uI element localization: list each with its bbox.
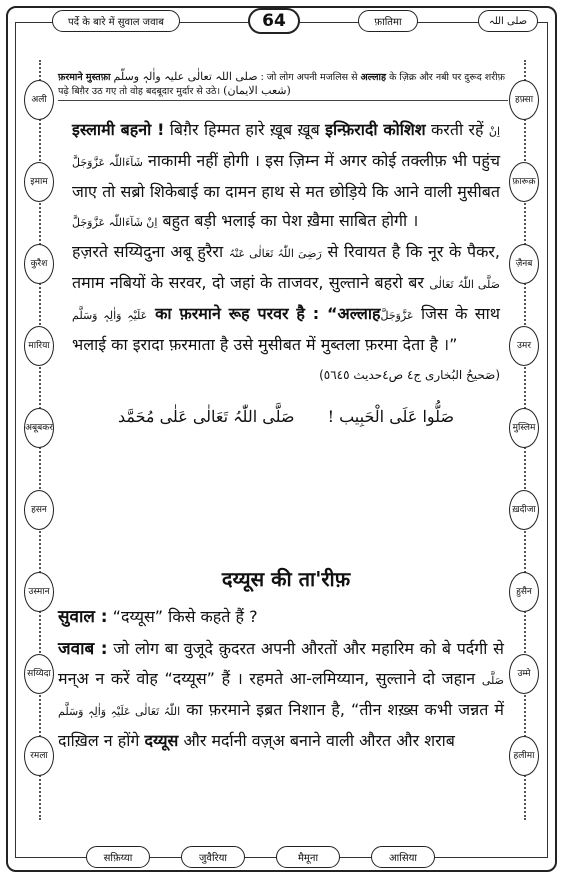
side-medallion: ख़दीजा: [509, 490, 539, 530]
footer-cartouche: आसिया: [371, 846, 435, 868]
p1-text-3: नाकामी नहीं होगी । इस ज़िम्न में अगर कोई तक्लीफ़ भी पहुंच जाए तो सब्रो शिकेबाई का दामन हाथ से मत छोड़िये कि आने वाली मुसीबत: [72, 151, 500, 201]
side-medallion: फ़ारूक़: [509, 162, 539, 202]
side-medallion: अबूबकर: [24, 408, 54, 448]
side-medallion: इमाम: [24, 162, 54, 202]
question-label: सुवाल :: [58, 607, 108, 627]
side-medallion: उस्मान: [24, 572, 54, 612]
p2-text-2: से रिवायत है कि नूर के पैकर, तमाम नबियों के सरवर, दो जहां के ताजवर, सुल्ताने बहरो बर: [72, 242, 500, 292]
main-text: [72, 115, 500, 441]
notice-text-2: के ज़िक्र और नबी पर दुरूद शरीफ़ पढ़े बिग़ैर उठ गए तो वोह बदबूदार मुर्दार से उठे।: [58, 72, 505, 97]
p2-text-1: हज़रते सय्यिदुना अबू हुरैरा: [72, 242, 229, 261]
p1-text-4: बहुत बड़ी भलाई का पेश ख़ैमा साबित होगी ।: [157, 211, 419, 230]
notice-allah: अल्लाह: [360, 72, 387, 83]
p2-bold-1: “अल्लाह: [327, 304, 381, 323]
salawat-line: [72, 402, 500, 431]
p2-arabic-3: عَزَّوَجَلَّ: [380, 309, 414, 322]
notice-label: फ़रमाने मुस्तफ़ा: [58, 72, 111, 83]
header-corner-calligraphy: صلی اللہ: [478, 10, 538, 32]
p1-arabic-2: اِنْ شَآءَاللّٰہ عَزَّوَجَلَّ: [72, 216, 158, 229]
side-medallion: मुस्लिम: [509, 408, 539, 448]
question-text: “दय्यूस” किसे कहते हैं ?: [107, 607, 258, 626]
answer-text-1: जो लोग बा वुजूदे क़ुदरत अपनी औरतों और महारिम को बे पर्दगी से मन्अ न करें वोह “दय्यूस” हैं । रहमते आ-लमिय्यान, सुल्ताने दो जहान: [58, 639, 504, 688]
p1-bold-1: इस्लामी बहनो !: [72, 120, 165, 139]
side-medallion: कुरैश: [24, 244, 54, 284]
side-medallion: अली: [24, 80, 54, 120]
side-medallion: उम्मे: [509, 654, 539, 694]
p1-text-2: करती रहें: [425, 120, 489, 139]
answer-bold-1: दय्यूस: [144, 731, 179, 750]
side-medallion: हसन: [24, 490, 54, 530]
side-medallion: हलीमा: [509, 736, 539, 776]
answer-block: [58, 634, 504, 755]
p1-text-1: बिग़ैर हिम्मत हारे ख़ूब ख़ूब: [164, 120, 326, 139]
salawat-right: صَلَّی اللّٰہُ تَعَالٰی عَلٰی مُحَمَّد: [117, 407, 295, 426]
hadith-notice: [58, 70, 508, 101]
page-number: 64: [248, 8, 300, 34]
side-medallion: उमर: [509, 326, 539, 366]
header-left-title: पर्दे के बारे में सुवाल जवाब: [52, 10, 180, 32]
notice-arabic: صلی اللہ تعالٰی علیہ واٰلہٖ وسلّم: [113, 70, 258, 83]
p2-arabic-1: رَضِیَ اللّٰہُ تَعَالٰی عَنْہُ: [228, 247, 322, 260]
side-medallion: सय्यिदा: [24, 654, 54, 694]
p1-bold-2: इन्फ़िरादी कोशिश: [325, 120, 426, 139]
salawat-left: صَلُّوا عَلَی الْحَبِیب !: [327, 407, 455, 426]
header-right-title: फ़ातिमा: [358, 10, 418, 32]
p2-arabic-2: صَلَّی اللّٰہُ تَعَالٰی عَلَیْہِ وَاٰلِہٖ وَسَلَّم: [72, 278, 500, 322]
footer-cartouche: मैमूना: [276, 846, 340, 868]
hadith-reference: (صَحیحُ البُخاری ج٤ ص٤حدیث ٥٦٤٥): [319, 368, 500, 382]
side-medallion: हफ़्सा: [509, 80, 539, 120]
answer-label: जवाब :: [58, 639, 108, 659]
side-medallion: रमला: [24, 736, 54, 776]
answer-text-2: का फ़रमाने इब्रत निशान है, “तीन शख़्स कभी जन्नत में दाख़िल न होंगे: [58, 700, 504, 750]
question-block: [58, 602, 504, 632]
answer-arabic-1: صَلَّی اللّٰہُ تَعَالٰی عَلَیْہِ وَاٰلِہٖ وَسَلَّم: [58, 674, 504, 718]
footer-cartouche: जुवैरिया: [181, 846, 245, 868]
answer-text-3: और मर्दानी वज़्अ बनाने वाली औरत और शराब: [178, 731, 455, 750]
notice-text-1: : जो लोग अपनी मजलिस से: [260, 72, 358, 83]
p2-text-4: जिस के साथ भलाई का इरादा फ़रमाता है उसे मुसीबत में मुब्तला फ़रमा देता है ।”: [72, 304, 500, 354]
paragraph-2: [72, 237, 500, 359]
footer-cartouche: सफ़िय्या: [86, 846, 150, 868]
p1-arabic-1: اِنْ شَآءَاللّٰہ عَزَّوَجَلَّ: [72, 125, 500, 169]
section-heading: दय्यूस की ता'रीफ़: [221, 567, 351, 591]
notice-source: (شعب الایمان): [223, 84, 291, 97]
side-medallion: मारिया: [24, 326, 54, 366]
paragraph-1: [72, 115, 500, 237]
p2-text-3: का फ़रमाने रूह परवर है :: [147, 304, 328, 323]
side-medallion: ज़ैनब: [509, 244, 539, 284]
side-medallion: हुसैन: [509, 572, 539, 612]
